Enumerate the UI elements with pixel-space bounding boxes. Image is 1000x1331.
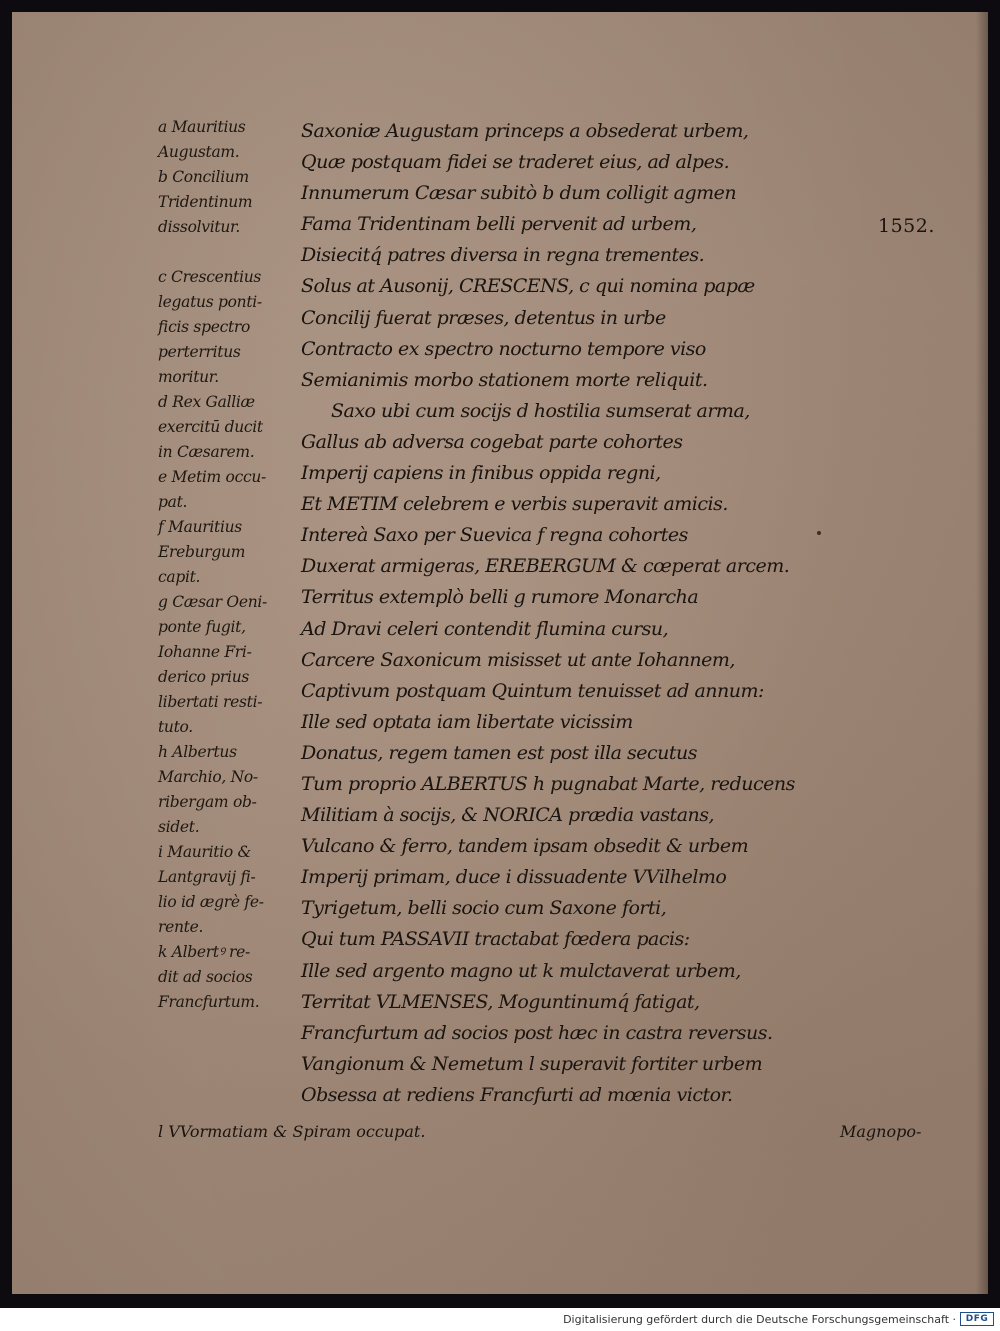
gloss-line: in Cæsarem. [158,443,255,461]
verse-line: Gallus ab adversa cogebat parte cohortes [301,430,683,453]
verse-line: Disiecitq́ patres diversa in regna trementes. [301,244,705,267]
gloss-line: perterritus [158,343,241,361]
gloss-line: d Rex Galliæ [158,393,255,411]
gloss-line: Marchio, No- [158,768,258,786]
gloss-line: a Mauritius [158,118,246,136]
gloss-line: Lantgravij fi- [158,868,256,886]
book-page [12,12,988,1294]
gloss-line: ficis spectro [158,318,251,336]
gloss-line: libertati resti- [158,693,263,711]
verse-line: Imperij capiens in finibus oppida regni, [301,462,661,485]
verse-line: Intereà Saxo per Suevica f regna cohortes [301,524,688,547]
verse-line: Carcere Saxonicum misisset ut ante Iohannem, [301,648,735,671]
verse-line: Captivum postquam Quintum tenuisset ad annum: [301,679,764,702]
gloss-line: Ereburgum [158,543,246,561]
gloss-line: k Albertꝰ re- [158,943,250,961]
gloss-line: rente. [158,918,204,936]
gloss-line: f Mauritius [158,518,242,536]
gloss-line: Augustam. [158,143,240,161]
gloss-line: derico prius [158,668,250,686]
gloss-line: g Cæsar Oeni- [158,593,267,611]
verse-line: Tyrigetum, belli socio cum Saxone forti, [301,897,667,920]
verse-line: Ille sed argento magno ut k mulctaverat urbem, [301,959,741,982]
gloss-line: b Concilium [158,168,249,186]
gloss-line: e Metim occu- [158,468,266,486]
footer-bar [0,1308,1000,1331]
gloss-line: moritur. [158,368,219,386]
gloss-line: tuto. [158,718,193,736]
verse-line: Imperij primam, duce i dissuadente VVilhelmo [301,866,727,889]
verse-line: Territat VLMENSES, Moguntinumq́ fatigat, [301,990,700,1013]
verse-line: Francfurtum ad socios post hæc in castra reversus. [301,1021,773,1044]
verse-line: Ad Dravi celeri contendit flumina cursu, [301,617,669,640]
gloss-line: Iohanne Fri- [158,643,252,661]
gloss-line: lio id ægrè fe- [158,893,264,911]
margin-year: 1552. [878,215,935,237]
verse-line: Et METIM celebrem e verbis superavit amicis. [301,493,728,516]
verse-line: Concilij fuerat præses, detentus in urbe [301,306,666,329]
verse-line: Territus extemplò belli g rumore Monarcha [301,586,699,609]
verse-line: Saxo ubi cum socijs d hostilia sumserat arma, [331,399,750,422]
verse-line: Ille sed optata iam libertate vicissim [301,710,633,733]
verse-line: Militiam à socijs, & NORICA prædia vastans, [301,804,715,827]
dfg-logo-icon[interactable]: DFG [960,1312,994,1326]
funding-credit: Digitalisierung gefördert durch die Deutsche Forschungsgemeinschaft · [563,1313,956,1326]
final-gloss: l VVormatiam & Spiram occupat. [158,1122,426,1141]
verse-text [301,116,941,1111]
verse-line: Innumerum Cæsar subitò b dum colligit agmen [301,182,737,205]
verse-line: Fama Tridentinam belli pervenit ad urbem, [301,213,697,236]
gloss-line: c Crescentius [158,268,262,286]
gloss-line: Francfurtum. [158,993,260,1011]
gloss-line [158,240,293,265]
gloss-line: i Mauritio & [158,843,251,861]
verse-line: Qui tum PASSAVII tractabat fœdera pacis: [301,928,690,951]
verse-line: Saxoniæ Augustam princeps a obsederat urbem, [301,120,749,142]
gloss-line: pat. [158,493,188,511]
gloss-line: Tridentinum [158,193,253,211]
verse-line: Donatus, regem tamen est post illa secutus [301,741,698,764]
gloss-line: ribergam ob- [158,793,257,811]
gloss-line: h Albertus [158,743,237,761]
verse-line: Quæ postquam fidei se traderet eius, ad alpes. [301,151,730,174]
gloss-line: legatus ponti- [158,293,262,311]
verse-line: Duxerat armigeras, EREBERGUM & cœperat arcem. [301,555,790,578]
verse-line: Vulcano & ferro, tandem ipsam obsedit & urbem [301,835,749,858]
gloss-line: dit ad socios [158,968,253,986]
gloss-line: sidet. [158,818,200,836]
gloss-line: ponte fugit, [158,618,246,636]
gloss-line: capit. [158,568,201,586]
verse-line: Obsessa at rediens Francfurti ad mœnia victor. [301,1083,733,1106]
catchword: Magnopo- [840,1122,922,1141]
gloss-line: dissolvitur. [158,218,241,236]
verse-line: Contracto ex spectro nocturno tempore viso [301,337,706,360]
gloss-line: exercitū ducit [158,418,263,436]
verse-line: Vangionum & Nemetum l superavit fortiter urbem [301,1052,763,1075]
verse-line: Solus at Ausonij, CRESCENS, c qui nomina papæ [301,275,755,298]
marginal-glosses [158,115,293,1015]
verse-line: Semianimis morbo stationem morte reliquit. [301,368,708,391]
ink-dot [817,531,821,535]
verse-line: Tum proprio ALBERTUS h pugnabat Marte, reducens [301,772,795,795]
